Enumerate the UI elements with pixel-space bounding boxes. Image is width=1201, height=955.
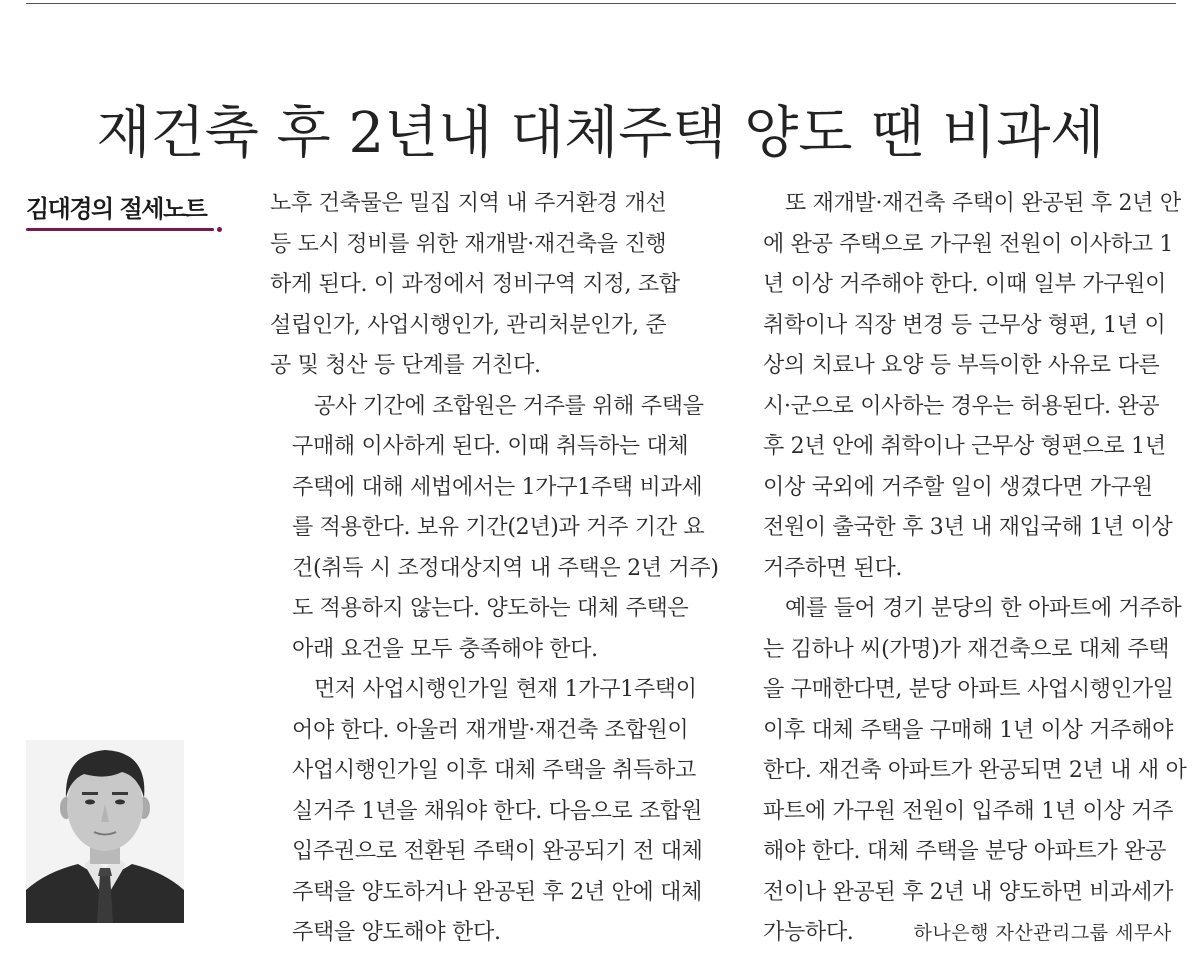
text-line: 후 2년 안에 취학이나 근무상 형편으로 1년 <box>763 434 1166 459</box>
text-line: 구매해 이사하게 된다. 이때 취득하는 대체 <box>292 434 689 459</box>
text-line: 한다. 재건축 아파트가 완공되면 2년 내 새 아 <box>763 758 1187 783</box>
paragraph <box>270 387 719 671</box>
text-line: 상의 치료나 요양 등 부득이한 사유로 다른 <box>763 353 1160 378</box>
text-line: 사업시행인가일 이후 대체 주택을 취득하고 <box>292 758 696 783</box>
paragraph <box>741 184 1181 589</box>
text-line: 아래 요건을 모두 충족해야 한다. <box>292 636 598 662</box>
last-line-text: 가능하다. <box>763 920 854 945</box>
text-line: 전원이 출국한 후 3년 내 재입국해 1년 이상 <box>763 515 1173 540</box>
text-line: 해야 한다. 대체 주택을 분당 아파트가 완공 <box>763 839 1167 864</box>
text-line: 파트에 가구원 전원이 입주해 1년 이상 거주 <box>763 798 1174 824</box>
text-line: 년 이상 거주해야 한다. 이때 일부 가구원이 <box>763 272 1167 297</box>
paragraph <box>741 589 1187 954</box>
text-line: 실거주 1년을 채워야 한다. 다음으로 조합원 <box>292 798 703 824</box>
text-line: 주택을 양도해야 한다. <box>292 920 501 945</box>
text-line: 거주하면 된다. <box>763 555 903 581</box>
author-signature: 하나은행 자산관리그룹 세무사 <box>913 922 1172 944</box>
text-line: 등 도시 정비를 위한 재개발·재건축을 진행 <box>270 231 667 257</box>
text-line: 또 재개발·재건축 주택이 완공된 후 2년 안 <box>785 191 1181 216</box>
text-line: 에 완공 주택으로 가구원 전원이 이사하고 1 <box>763 231 1174 257</box>
text-line: 주택을 양도하거나 완공된 후 2년 안에 대체 <box>292 879 703 905</box>
paragraph <box>270 670 703 954</box>
text-line: 공사 기간에 조합원은 거주를 위해 주택을 <box>314 393 704 419</box>
column-label-dot <box>217 227 222 232</box>
author-photo <box>26 740 184 923</box>
column-label-text: 김대경의 절세노트 <box>26 195 207 223</box>
top-rule <box>26 3 1176 4</box>
text-line: 를 적용한다. 보유 기간(2년)과 거주 기간 요 <box>292 515 705 540</box>
text-line: 하게 된다. 이 과정에서 정비구역 지정, 조합 <box>270 272 680 297</box>
text-line <box>741 913 1171 954</box>
text-line: 건(취득 시 조정대상지역 내 주택은 2년 거주) <box>292 555 719 581</box>
article-column-2 <box>741 184 1187 954</box>
text-line: 먼저 사업시행인가일 현재 1가구1주택이 <box>314 677 697 702</box>
text-line: 취학이나 직장 변경 등 근무상 형편, 1년 이 <box>763 312 1166 338</box>
paragraph <box>270 184 700 387</box>
text-line: 주택에 대해 세법에서는 1가구1주택 비과세 <box>292 474 703 500</box>
author-portrait-image <box>26 740 184 923</box>
column-label <box>26 194 226 231</box>
column-label-underline <box>26 228 214 231</box>
text-line: 이후 대체 주택을 구매해 1년 이상 거주해야 <box>763 717 1174 743</box>
text-line: 을 구매한다면, 분당 아파트 사업시행인가일 <box>763 677 1174 702</box>
article-column-1 <box>270 184 719 954</box>
text-line: 예를 들어 경기 분당의 한 아파트에 거주하 <box>785 596 1182 621</box>
text-line: 이상 국외에 거주할 일이 생겼다면 가구원 <box>763 474 1153 500</box>
text-line: 어야 한다. 아울러 재개발·재건축 조합원이 <box>292 717 689 743</box>
text-line: 전이나 완공된 후 2년 내 양도하면 비과세가 <box>763 879 1174 905</box>
headline: 재건축 후 2년내 대체주택 양도 땐 비과세 <box>96 100 1105 166</box>
text-line: 입주권으로 전환된 주택이 완공되기 전 대체 <box>292 839 703 864</box>
text-line: 설립인가, 사업시행인가, 관리처분인가, 준 <box>270 312 667 338</box>
text-line: 공 및 청산 등 단계를 거친다. <box>270 353 541 378</box>
text-line: 시·군으로 이사하는 경우는 허용된다. 완공 <box>763 393 1160 419</box>
text-line: 는 김하나 씨(가명)가 재건축으로 대체 주택 <box>763 636 1170 662</box>
text-line: 노후 건축물은 밀집 지역 내 주거환경 개선 <box>270 191 667 216</box>
text-line: 도 적용하지 않는다. 양도하는 대체 주택은 <box>292 596 689 621</box>
